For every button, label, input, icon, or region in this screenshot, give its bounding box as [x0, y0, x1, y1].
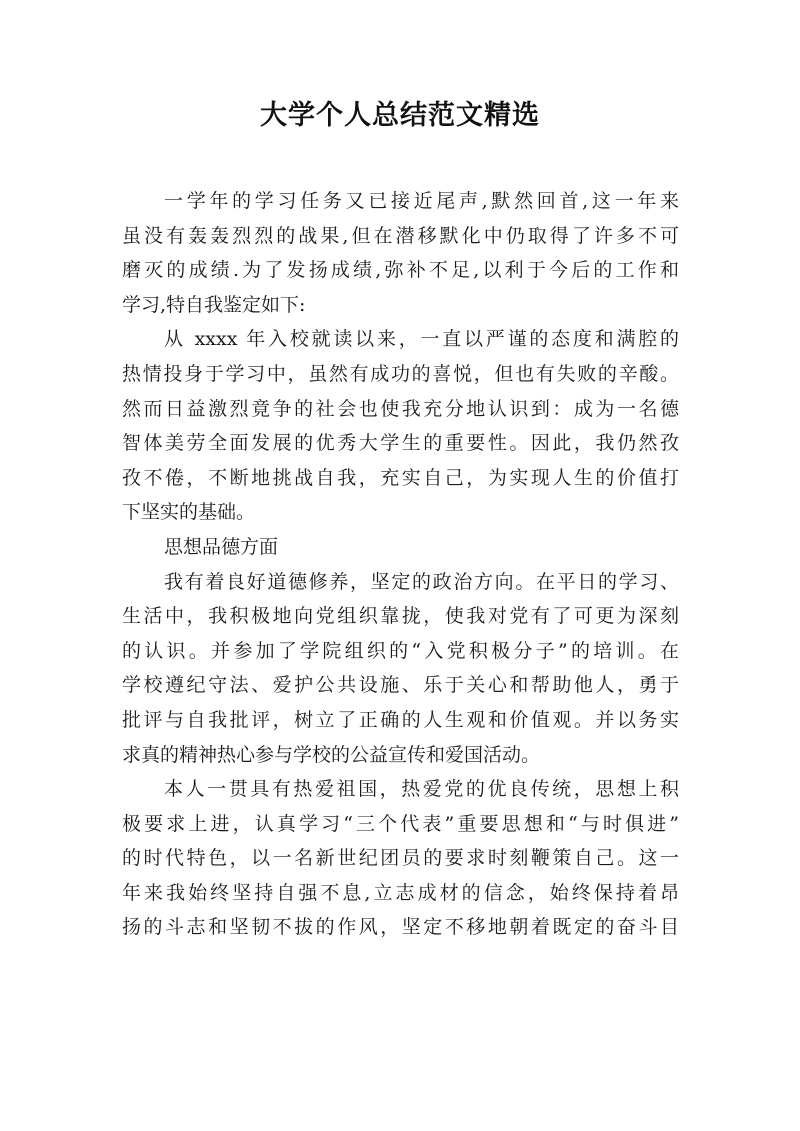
- body-text-line: 学校遵纪守法、爱护公共设施、乐于关心和帮助他人，勇于: [122, 674, 679, 697]
- body-text-line: 智体美劳全面发展的优秀大学生的重要性。因此，我仍然孜: [122, 432, 679, 455]
- body-text-line: 磨灭的成绩.为了发扬成绩,弥补不足,以利于今后的工作和: [122, 259, 679, 282]
- body-text-line: 虽没有轰轰烈烈的战果,但在潜移默化中仍取得了许多不可: [122, 224, 679, 247]
- body-text-line: 学习,特自我鉴定如下:: [122, 293, 306, 316]
- body-text-line: 下坚实的基础。: [122, 501, 256, 524]
- body-text-line: 思想品德方面: [164, 535, 279, 558]
- body-text-line: 本人一贯具有热爱祖国，热爱党的优良传统，思想上积: [164, 778, 679, 801]
- body-text-line: 热情投身于学习中，虽然有成功的喜悦，但也有失败的辛酸。: [122, 362, 679, 385]
- body-text-line: 从 xxxx 年入校就读以来，一直以严谨的态度和满腔的: [164, 328, 679, 351]
- body-text-line: 一学年的学习任务又已接近尾声,默然回首,这一年来: [164, 190, 679, 212]
- body-text-line: 批评与自我批评，树立了正确的人生观和价值观。并以务实: [122, 708, 679, 731]
- document-body: [122, 184, 679, 945]
- body-text-line: 生活中，我积极地向党组织靠拢，使我对党有了可更为深刻: [122, 605, 679, 628]
- body-text-line: 扬的斗志和坚韧不拔的作风，坚定不移地朝着既定的奋斗目: [122, 916, 679, 939]
- body-text-line: 然而日益激烈竟争的社会也使我充分地认识到：成为一名德: [122, 397, 679, 420]
- body-text-line: 的认识。并参加了学院组织的“入党积极分子”的培训。在: [122, 639, 679, 662]
- body-text-line: 求真的精神热心参与学校的公益宣传和爱国活动。: [122, 743, 541, 766]
- document-title: 大学个人总结范文精选: [260, 100, 540, 131]
- body-text-line: 的时代特色，以一名新世纪团员的要求时刻鞭策自己。这一: [122, 847, 679, 870]
- body-text-line: 年来我始终坚持自强不息,立志成材的信念，始终保持着昂: [122, 881, 679, 904]
- body-text-line: 我有着良好道德修养，坚定的政治方向。在平日的学习、: [164, 570, 679, 593]
- body-text-line: 极要求上进，认真学习“三个代表”重要思想和“与时俱进”: [122, 812, 679, 835]
- body-text-line: 孜不倦，不断地挑战自我，充实自己，为实现人生的价值打: [122, 466, 679, 489]
